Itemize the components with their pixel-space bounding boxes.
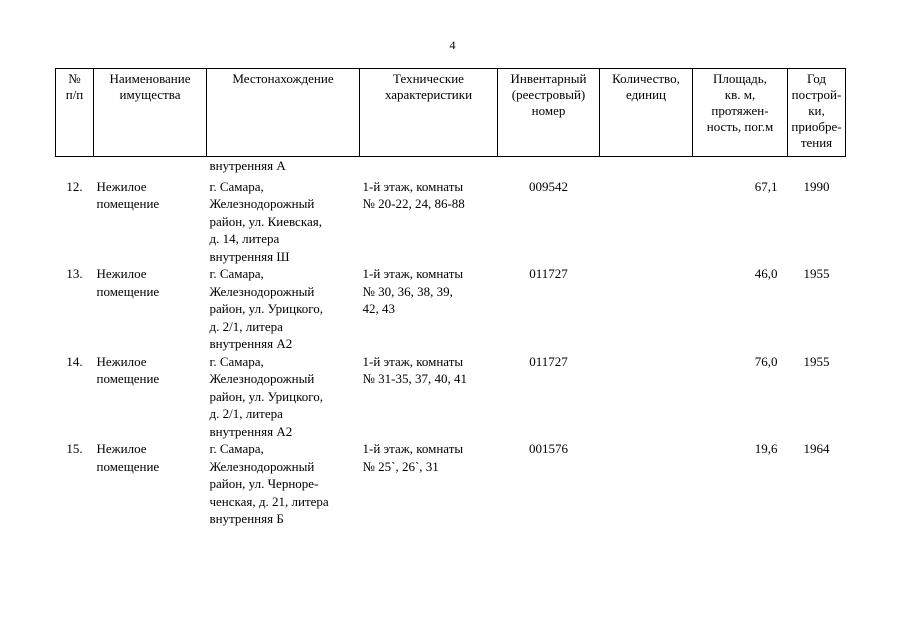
row-area: 19,6 — [754, 441, 778, 456]
row-tech: 1-й этаж, комнаты № 30, 36, 38, 39, 42, 43 — [362, 266, 464, 316]
row-year: 1964 — [803, 441, 830, 456]
header-location: Местонахождение — [207, 69, 360, 157]
row-year: 1955 — [803, 266, 830, 281]
row-area: 46,0 — [754, 266, 778, 281]
continuation-row — [56, 157, 846, 178]
row-number: 13. — [66, 266, 83, 281]
header-area: Площадь, кв. м, протяжен- ность, пог.м — [693, 69, 788, 157]
row-number: 14. — [66, 353, 83, 369]
row-quantity — [600, 265, 693, 353]
row-name: Нежилое помещение — [96, 178, 160, 211]
header-row — [56, 69, 846, 157]
row-tech: 1-й этаж, комнаты № 25`, 26`, 31 — [362, 441, 464, 474]
row-year: 1990 — [803, 178, 830, 194]
property-table — [55, 68, 846, 528]
header-inventory: Инвентарный (реестровый) номер — [498, 69, 600, 157]
header-tech: Технические характеристики — [360, 69, 498, 157]
table-row — [56, 440, 846, 528]
row-area: 76,0 — [754, 353, 778, 369]
row-name: Нежилое помещение — [96, 353, 160, 386]
row-tech: 1-й этаж, комнаты № 31-35, 37, 40, 41 — [362, 353, 467, 386]
table-body — [56, 157, 846, 528]
table-row — [56, 178, 846, 266]
row-inventory: 001576 — [529, 441, 568, 456]
row-tech: 1-й этаж, комнаты № 20-22, 24, 86-88 — [362, 178, 465, 211]
row-inventory: 011727 — [529, 353, 568, 369]
row-year: 1955 — [803, 353, 830, 369]
header-num: № п/п — [56, 69, 94, 157]
row-inventory: 011727 — [529, 266, 568, 281]
row-location: г. Самара, Железнодорожный район, ул. Урицкого, д. 2/1, литера внутренняя А2 — [209, 266, 323, 351]
row-area: 67,1 — [754, 178, 778, 194]
row-location: г. Самара, Железнодорожный район, ул. Урицкого, д. 2/1, литера внутренняя А2 — [209, 353, 323, 439]
header-quantity: Количество, единиц — [600, 69, 693, 157]
table-row — [56, 353, 846, 441]
row-quantity — [600, 440, 693, 528]
header-name: Наименование имущества — [94, 69, 207, 157]
row-location: г. Самара, Железнодорожный район, ул. Черноре- ченская, д. 21, литера внутренняя Б — [209, 441, 329, 526]
table-row — [56, 265, 846, 353]
row-quantity — [600, 353, 693, 441]
row-location: г. Самара, Железнодорожный район, ул. Киевская, д. 14, литера внутренняя Ш — [209, 178, 322, 264]
page-number: 4 — [449, 38, 456, 52]
continuation-location: внутренняя А — [209, 158, 286, 173]
header-year: Год построй- ки, приобре- тения — [788, 69, 846, 157]
row-name: Нежилое помещение — [96, 266, 160, 299]
row-quantity — [600, 178, 693, 266]
row-number: 15. — [66, 441, 83, 456]
property-table-container — [55, 68, 845, 528]
table-header — [56, 69, 846, 157]
row-name: Нежилое помещение — [96, 441, 160, 474]
row-inventory: 009542 — [529, 178, 568, 194]
row-number: 12. — [66, 178, 83, 194]
